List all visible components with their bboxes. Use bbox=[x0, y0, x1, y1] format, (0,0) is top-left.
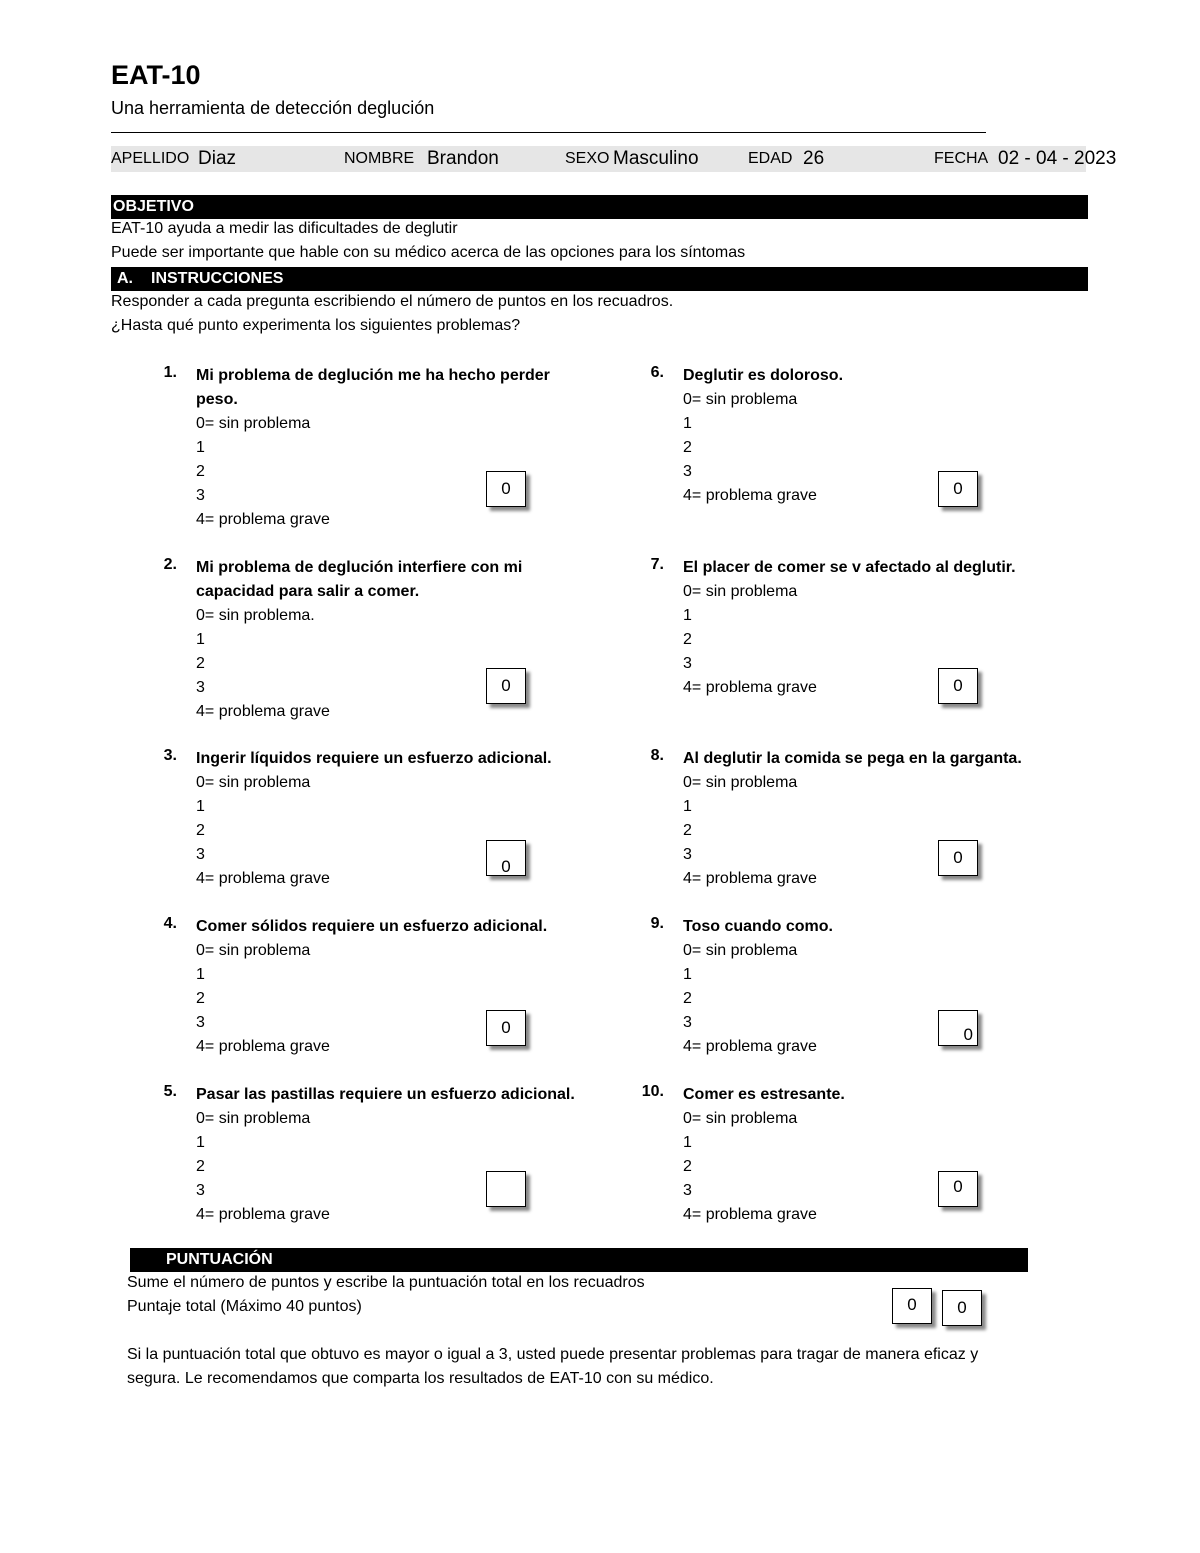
question-10-score-box[interactable]: 0 bbox=[938, 1171, 978, 1207]
question-8-score-box[interactable]: 0 bbox=[938, 840, 978, 876]
question-2-option: 0= sin problema. bbox=[196, 607, 315, 624]
question-10-title: Comer es estresante. bbox=[683, 1086, 845, 1103]
fecha-value[interactable]: 02 - 04 - 2023 bbox=[998, 148, 1117, 169]
question-9-number: 9. bbox=[650, 915, 664, 932]
total-score-box-1[interactable]: 0 bbox=[892, 1288, 932, 1324]
question-4-number: 4. bbox=[163, 915, 177, 932]
nombre-label: NOMBRE bbox=[344, 150, 415, 167]
question-7-options bbox=[683, 580, 817, 700]
question-9-option: 3 bbox=[683, 1014, 692, 1031]
question-4-title: Comer sólidos requiere un esfuerzo adicional. bbox=[196, 918, 548, 935]
instrucciones-heading bbox=[111, 267, 1088, 291]
puntaje-total-label: Puntaje total (Máximo 40 puntos) bbox=[127, 1298, 362, 1315]
question-7-option: 4= problema grave bbox=[683, 679, 817, 696]
question-5-title: Pasar las pastillas requiere un esfuerzo adicional. bbox=[196, 1086, 575, 1103]
question-3-option: 1 bbox=[196, 798, 205, 815]
question-5-score-box[interactable] bbox=[486, 1171, 526, 1207]
question-1-score-box[interactable]: 0 bbox=[486, 471, 526, 507]
question-2-option: 1 bbox=[196, 631, 205, 648]
header-divider bbox=[111, 132, 986, 133]
question-5-option: 2 bbox=[196, 1158, 205, 1175]
recommendation-line-1: Si la puntuación total que obtuvo es mayor o igual a 3, usted puede presentar problemas para tragar de manera eficaz y bbox=[127, 1346, 979, 1363]
puntuacion-line-1: Sume el número de puntos y escribe la puntuación total en los recuadros bbox=[127, 1274, 645, 1291]
question-6-option: 0= sin problema bbox=[683, 391, 798, 408]
question-7-option: 3 bbox=[683, 655, 692, 672]
question-8-option: 4= problema grave bbox=[683, 870, 817, 887]
question-4-option: 1 bbox=[196, 966, 205, 983]
question-8-options bbox=[683, 771, 817, 891]
question-6-options bbox=[683, 388, 817, 508]
total-score-box-2[interactable]: 0 bbox=[942, 1290, 982, 1326]
objetivo-line-1: EAT-10 ayuda a medir las dificultades de deglutir bbox=[111, 220, 458, 237]
puntuacion-heading: PUNTUACIÓN bbox=[130, 1248, 1028, 1272]
question-6-title: Deglutir es doloroso. bbox=[683, 367, 844, 384]
page-subtitle: Una herramienta de detección deglución bbox=[111, 98, 435, 118]
question-5-option: 0= sin problema bbox=[196, 1110, 311, 1127]
question-4-option: 0= sin problema bbox=[196, 942, 311, 959]
question-5-option: 3 bbox=[196, 1182, 205, 1199]
question-9-score-box[interactable]: 0 bbox=[938, 1010, 978, 1046]
question-5-option: 4= problema grave bbox=[196, 1206, 330, 1223]
question-1-option: 3 bbox=[196, 487, 205, 504]
question-7-title: El placer de comer se v afectado al deglutir. bbox=[683, 559, 1016, 576]
question-2-number: 2. bbox=[163, 556, 177, 573]
question-1-option: 1 bbox=[196, 439, 205, 456]
question-10-option: 0= sin problema bbox=[683, 1110, 798, 1127]
question-3-option: 2 bbox=[196, 822, 205, 839]
question-10-option: 1 bbox=[683, 1134, 692, 1151]
question-2-options bbox=[196, 604, 330, 724]
page-title: EAT-10 bbox=[111, 60, 201, 90]
question-5-option: 1 bbox=[196, 1134, 205, 1151]
question-6-option: 4= problema grave bbox=[683, 487, 817, 504]
instrucciones-line-1: Responder a cada pregunta escribiendo el número de puntos en los recuadros. bbox=[111, 293, 674, 310]
question-3-title: Ingerir líquidos requiere un esfuerzo adicional. bbox=[196, 750, 552, 767]
edad-label: EDAD bbox=[748, 150, 793, 167]
question-9-option: 0= sin problema bbox=[683, 942, 798, 959]
question-8-option: 0= sin problema bbox=[683, 774, 798, 791]
question-7-option: 1 bbox=[683, 607, 692, 624]
question-3-number: 3. bbox=[163, 747, 177, 764]
question-4-score-box[interactable]: 0 bbox=[486, 1010, 526, 1046]
question-6-option: 3 bbox=[683, 463, 692, 480]
question-9-title: Toso cuando como. bbox=[683, 918, 833, 935]
question-8-number: 8. bbox=[650, 747, 664, 764]
question-6-number: 6. bbox=[650, 364, 664, 381]
question-1-options bbox=[196, 412, 330, 532]
question-6-option: 1 bbox=[683, 415, 692, 432]
instrucciones-letter: A. bbox=[117, 270, 133, 287]
question-8-title: Al deglutir la comida se pega en la garganta. bbox=[683, 750, 1022, 767]
question-4-option: 4= problema grave bbox=[196, 1038, 330, 1055]
fecha-label: FECHA bbox=[934, 150, 989, 167]
question-8-option: 3 bbox=[683, 846, 692, 863]
question-5-number: 5. bbox=[163, 1083, 177, 1100]
question-9-option: 4= problema grave bbox=[683, 1038, 817, 1055]
question-7-option: 2 bbox=[683, 631, 692, 648]
question-7-number: 7. bbox=[650, 556, 664, 573]
question-7-option: 0= sin problema bbox=[683, 583, 798, 600]
question-10-option: 4= problema grave bbox=[683, 1206, 817, 1223]
question-8-option: 2 bbox=[683, 822, 692, 839]
question-9-option: 2 bbox=[683, 990, 692, 1007]
sexo-value[interactable]: Masculino bbox=[613, 148, 699, 169]
question-2-option: 2 bbox=[196, 655, 205, 672]
question-3-option: 0= sin problema bbox=[196, 774, 311, 791]
question-1-title: Mi problema de deglución me ha hecho perder peso. bbox=[196, 367, 550, 408]
question-10-option: 2 bbox=[683, 1158, 692, 1175]
question-7-score-box[interactable]: 0 bbox=[938, 668, 978, 704]
recommendation-line-2: segura. Le recomendamos que comparta los resultados de EAT-10 con su médico. bbox=[127, 1370, 714, 1387]
objetivo-heading: OBJETIVO bbox=[111, 195, 1088, 219]
question-1-number: 1. bbox=[163, 364, 177, 381]
question-1-option: 2 bbox=[196, 463, 205, 480]
question-6-option: 2 bbox=[683, 439, 692, 456]
nombre-value[interactable]: Brandon bbox=[427, 148, 499, 169]
question-3-option: 4= problema grave bbox=[196, 870, 330, 887]
sexo-label: SEXO bbox=[565, 150, 610, 167]
apellido-value[interactable]: Diaz bbox=[198, 148, 237, 169]
question-3-option: 3 bbox=[196, 846, 205, 863]
question-3-score-box[interactable]: 0 bbox=[486, 840, 526, 876]
question-3-options bbox=[196, 771, 330, 891]
question-10-number: 10. bbox=[641, 1083, 664, 1100]
question-1-option: 4= problema grave bbox=[196, 511, 330, 528]
edad-value[interactable]: 26 bbox=[803, 148, 825, 169]
question-2-title: Mi problema de deglución interfiere con mi capacidad para salir a comer. bbox=[196, 559, 523, 600]
question-4-option: 2 bbox=[196, 990, 205, 1007]
question-2-option: 3 bbox=[196, 679, 205, 696]
question-9-option: 1 bbox=[683, 966, 692, 983]
question-8-option: 1 bbox=[683, 798, 692, 815]
question-6-score-box[interactable]: 0 bbox=[938, 471, 978, 507]
question-5-options bbox=[196, 1107, 330, 1227]
question-2-option: 4= problema grave bbox=[196, 703, 330, 720]
question-4-option: 3 bbox=[196, 1014, 205, 1031]
apellido-label: APELLIDO bbox=[111, 150, 190, 167]
question-1-option: 0= sin problema bbox=[196, 415, 311, 432]
question-10-option: 3 bbox=[683, 1182, 692, 1199]
question-9-options bbox=[683, 939, 817, 1059]
question-2-score-box[interactable]: 0 bbox=[486, 668, 526, 704]
instrucciones-title: INSTRUCCIONES bbox=[151, 270, 284, 287]
question-4-options bbox=[196, 939, 330, 1059]
objetivo-line-2: Puede ser importante que hable con su médico acerca de las opciones para los síntomas bbox=[111, 244, 746, 261]
instrucciones-line-2: ¿Hasta qué punto experimenta los siguientes problemas? bbox=[111, 317, 521, 334]
question-10-options bbox=[683, 1107, 817, 1227]
